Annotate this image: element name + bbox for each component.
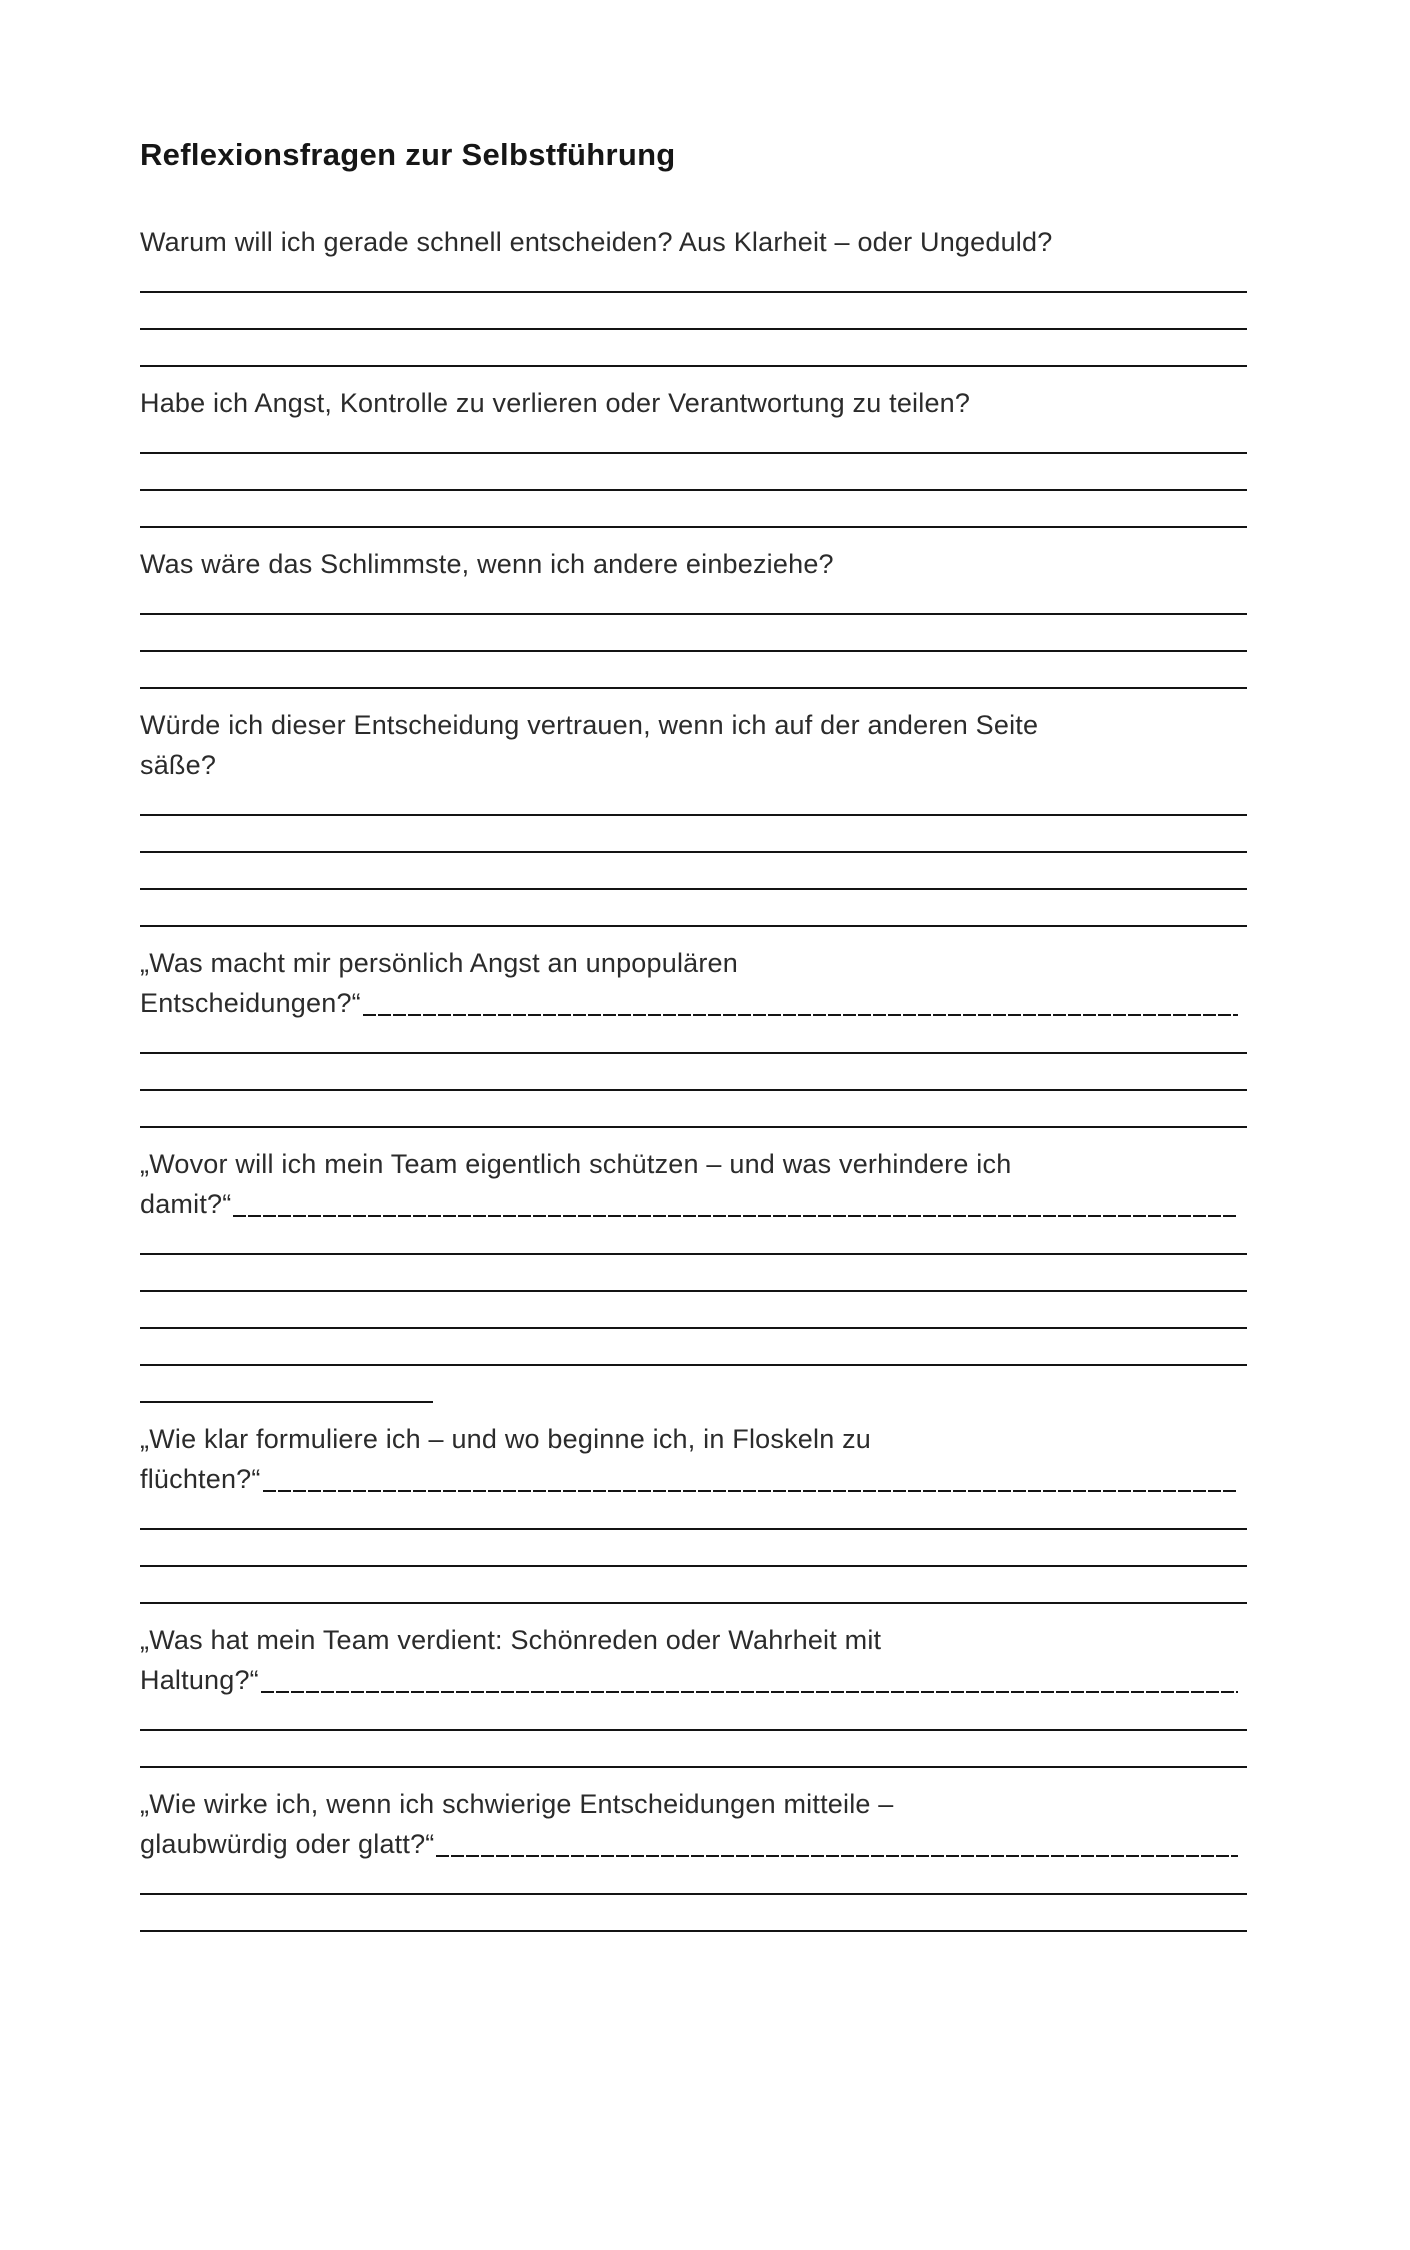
- question-block-3: [140, 544, 1247, 689]
- answer-line: [140, 1567, 1247, 1604]
- answer-line: [140, 491, 1247, 528]
- question-block-6: [140, 1144, 1247, 1403]
- answer-line: [140, 1292, 1247, 1329]
- question-6-line-1: „Wovor will ich mein Team eigentlich schützen – und was verhindere ich: [140, 1149, 1012, 1179]
- question-block-8: [140, 1620, 1247, 1768]
- question-7-text: [140, 1419, 1247, 1499]
- question-5-answer-lines: [140, 1017, 1247, 1128]
- question-4-answer-lines: [140, 779, 1247, 927]
- question-block-9: [140, 1784, 1247, 1932]
- question-2-answer-lines: [140, 417, 1247, 528]
- question-4-line-1: Würde ich dieser Entscheidung vertrauen, wenn ich auf der anderen Seite: [140, 710, 1039, 740]
- question-1-answer-lines: [140, 256, 1247, 367]
- question-block-4: [140, 705, 1247, 927]
- answer-line: [140, 652, 1247, 689]
- question-9-text: [140, 1784, 1247, 1864]
- inline-answer-blank: [261, 1459, 1247, 1499]
- inline-answer-blank: [231, 1184, 1247, 1224]
- answer-line: [140, 615, 1247, 652]
- question-9-answer-lines: [140, 1858, 1247, 1932]
- question-8-line-2: Haltung?“: [140, 1665, 259, 1695]
- question-3-answer-lines: [140, 578, 1247, 689]
- question-3-line-1: Was wäre das Schlimmste, wenn ich andere einbeziehe?: [140, 549, 834, 579]
- question-8-answer-lines: [140, 1694, 1247, 1768]
- answer-line: [140, 330, 1247, 367]
- answer-line: [140, 1530, 1247, 1567]
- question-7-line-1: „Wie klar formuliere ich – und wo beginne ich, in Floskeln zu: [140, 1424, 872, 1454]
- question-block-2: [140, 383, 1247, 528]
- question-5-text: [140, 943, 1247, 1023]
- answer-line: [140, 853, 1247, 890]
- question-4-line-2: säße?: [140, 750, 217, 780]
- page-title: Reflexionsfragen zur Selbstführung: [140, 137, 676, 172]
- answer-line: [140, 293, 1247, 330]
- inline-answer-blank: [434, 1824, 1247, 1864]
- question-6-line-2: damit?“: [140, 1189, 232, 1219]
- answer-line: [140, 779, 1247, 816]
- answer-line: [140, 454, 1247, 491]
- question-6-text: [140, 1144, 1247, 1224]
- answer-line: [140, 1054, 1247, 1091]
- question-block-1: [140, 222, 1247, 367]
- question-4-text: [140, 705, 1247, 785]
- question-1-line-1: Warum will ich gerade schnell entscheiden? Aus Klarheit – oder Ungeduld?: [140, 227, 1053, 257]
- answer-line-short: [140, 1366, 433, 1403]
- question-6-answer-lines: [140, 1218, 1247, 1403]
- answer-line: [140, 1731, 1247, 1768]
- question-7-line-2: flüchten?“: [140, 1464, 261, 1494]
- question-9-line-2: glaubwürdig oder glatt?“: [140, 1829, 435, 1859]
- question-7-answer-lines: [140, 1493, 1247, 1604]
- answer-line: [140, 1895, 1247, 1932]
- question-8-text: [140, 1620, 1247, 1700]
- answer-line: [140, 1255, 1247, 1292]
- inline-answer-blank: [361, 983, 1247, 1023]
- answer-line: [140, 1329, 1247, 1366]
- inline-answer-blank: [259, 1660, 1247, 1700]
- question-8-line-1: „Was hat mein Team verdient: Schönreden oder Wahrheit mit: [140, 1625, 882, 1655]
- answer-line: [140, 890, 1247, 927]
- question-5-line-2: Entscheidungen?“: [140, 988, 361, 1018]
- question-9-line-1: „Wie wirke ich, wenn ich schwierige Entscheidungen mitteile –: [140, 1789, 894, 1819]
- answer-line: [140, 816, 1247, 853]
- answer-line: [140, 1091, 1247, 1128]
- question-2-line-1: Habe ich Angst, Kontrolle zu verlieren oder Verantwortung zu teilen?: [140, 388, 971, 418]
- question-5-line-1: „Was macht mir persönlich Angst an unpopulären: [140, 948, 738, 978]
- question-block-5: [140, 943, 1247, 1128]
- question-block-7: [140, 1419, 1247, 1604]
